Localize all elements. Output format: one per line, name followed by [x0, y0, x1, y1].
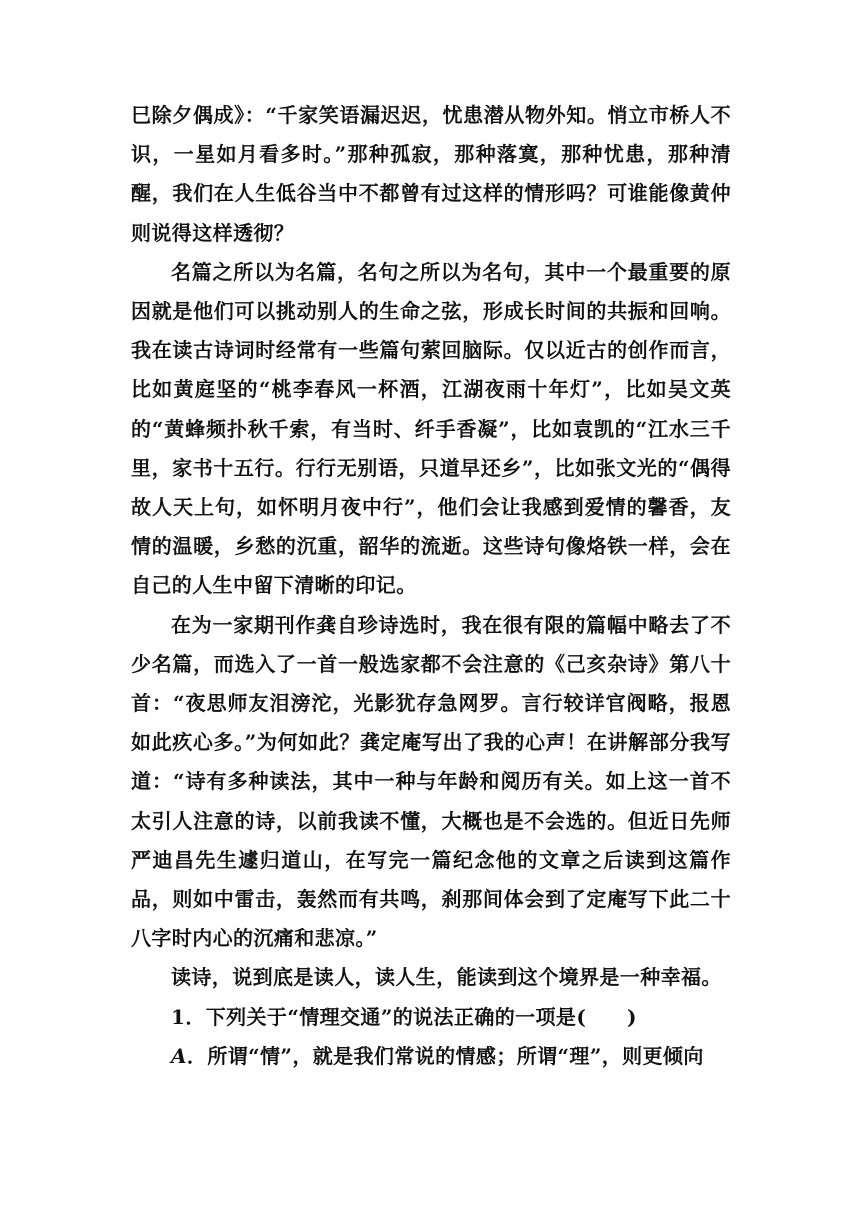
option-a-text: ．所谓“情”，就是我们常说的情感；所谓“理”，则更倾向: [186, 1043, 704, 1068]
option-a-letter: A: [171, 1043, 187, 1068]
question-stem: ．下列关于“情理交通”的说法正确的一项是( ): [185, 1004, 637, 1029]
article-body: [131, 96, 731, 1076]
paragraph-continued: 巳除夕偶成》：“千家笑语漏迟迟，忧患潜从物外知。悄立市桥人不识，一星如月看多时。”那种孤寂，那种落寞，那种忧患，那种清醒，我们在人生低谷当中不都曾有过这样的情形吗？可谁能像黄仲则说得这样透彻？: [131, 103, 731, 245]
question-1: [131, 998, 731, 1037]
paragraph-famous-works: 名篇之所以为名篇，名句之所以为名句，其中一个最重要的原因就是他们可以挑动别人的生命之弦，形成长时间的共振和回响。我在读古诗词时经常有一些篇句萦回脑际。仅以近古的创作而言，比如黄庭坚的“桃李春风一杯酒，江湖夜雨十年灯”，比如吴文英的“黄蜂频扑秋千索，有当时、纤手香凝”，比如袁凯的“江水三千里，家书十五行。行行无别语，只道早还乡”，比如张文光的“偶得故人天上句，如怀明月夜中行”，他们会让我感到爱情的馨香，友情的温暖，乡愁的沉重，韶华的流逝。这些诗句像烙铁一样，会在自己的人生中留下清晰的印记。: [131, 259, 731, 598]
paragraph-reading-poetry: 读诗，说到底是读人，读人生，能读到这个境界是一种幸福。: [171, 965, 722, 990]
option-a: [131, 1037, 731, 1076]
question-number: 1: [171, 1004, 186, 1029]
paragraph-gong-zizhen: 在为一家期刊作龚自珍诗选时，我在很有限的篇幅中略去了不少名篇，而选入了一首一般选家都不会注意的《己亥杂诗》第八十首：“夜思师友泪滂沱，光影犹存急网罗。言行较详官阀略，报恩如此疚心多。”为何如此？龚定庵写出了我的心声！在讲解部分我写道：“诗有多种读法，其中一种与年龄和阅历有关。如上这一首不太引人注意的诗，以前我读不懂，大概也是不会选的。但近日先师严迪昌先生遽归道山，在写完一篇纪念他的文章之后读到这篇作品，则如中雷击，轰然而有共鸣，刹那间体会到了定庵写下此二十八字时内心的沉痛和悲凉。”: [131, 612, 731, 951]
